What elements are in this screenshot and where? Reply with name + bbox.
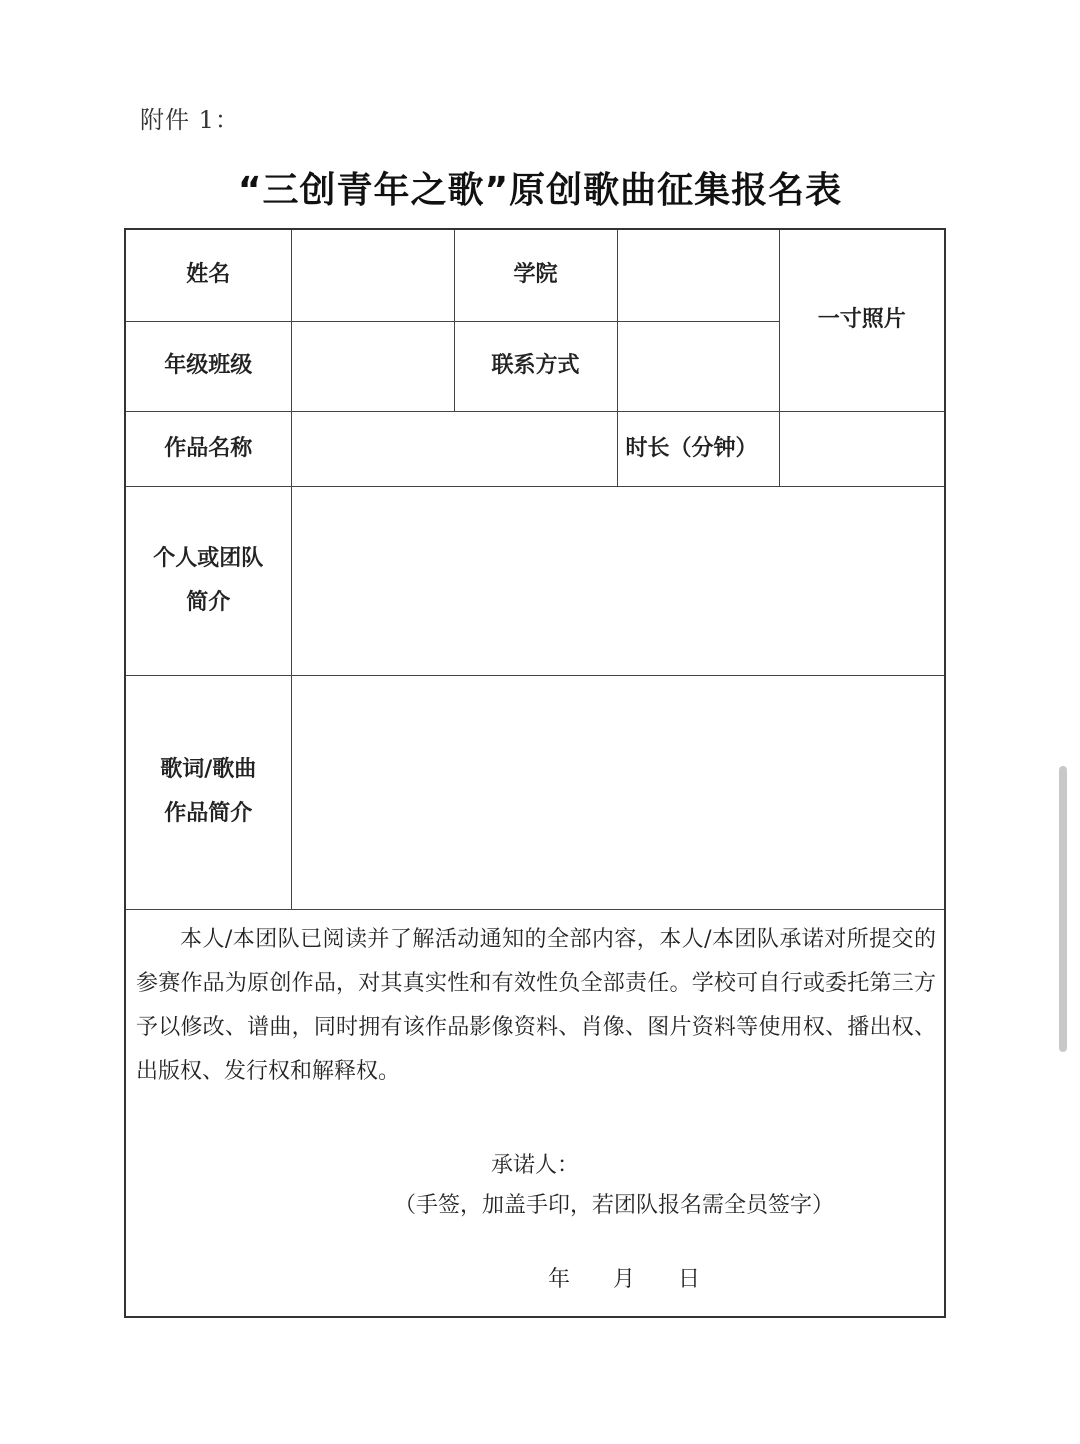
grade-class-label: 年级班级 (125, 321, 291, 411)
name-field[interactable] (291, 229, 454, 321)
lyrics-field[interactable] (291, 675, 945, 909)
intro-field[interactable] (291, 486, 945, 675)
year-label: 年 (548, 1266, 571, 1292)
photo-placeholder: 一寸照片 (779, 229, 945, 411)
lyrics-label-line1: 歌词/歌曲 (160, 757, 257, 782)
intro-label-line2: 简介 (186, 589, 231, 615)
work-title-field[interactable] (291, 411, 617, 486)
intro-label-line1: 个人或团队 (153, 545, 264, 571)
form-title: “三创青年之歌”原创歌曲征集报名表 (237, 170, 843, 211)
duration-field[interactable] (779, 411, 945, 486)
name-label: 姓名 (125, 229, 291, 321)
lyrics-label (125, 675, 291, 909)
duration-label: 时长（分钟） (617, 411, 779, 486)
signer-note: （手签，加盖手印，若团队报名需全员签字） (394, 1192, 835, 1218)
day-label: 日 (678, 1266, 701, 1292)
signer-label: 承诺人： (491, 1152, 580, 1178)
intro-label (125, 486, 291, 675)
college-field[interactable] (617, 229, 779, 321)
college-label: 学院 (454, 229, 617, 321)
pledge-section (125, 909, 945, 1317)
pledge-text: 本人/本团队已阅读并了解活动通知的全部内容，本人/本团队承诺对所提交的参赛作品为原创作品，对其真实性和有效性负全部责任。学校可自行或委托第三方予以修改、谱曲，同时拥有该作品影像资料、肖像、图片资料等使用权、播出权、出版权、发行权和解释权。 (136, 926, 936, 1084)
lyrics-label-line2: 作品简介 (164, 801, 253, 826)
registration-form-table (124, 228, 946, 1318)
contact-field[interactable] (617, 321, 779, 411)
month-label: 月 (613, 1266, 636, 1292)
grade-class-field[interactable] (291, 321, 454, 411)
date-line (126, 1260, 944, 1316)
contact-label: 联系方式 (454, 321, 617, 411)
scrollbar-thumb[interactable] (1059, 766, 1067, 1052)
work-title-label: 作品名称 (125, 411, 291, 486)
attachment-label: 附件 1： (140, 106, 240, 134)
